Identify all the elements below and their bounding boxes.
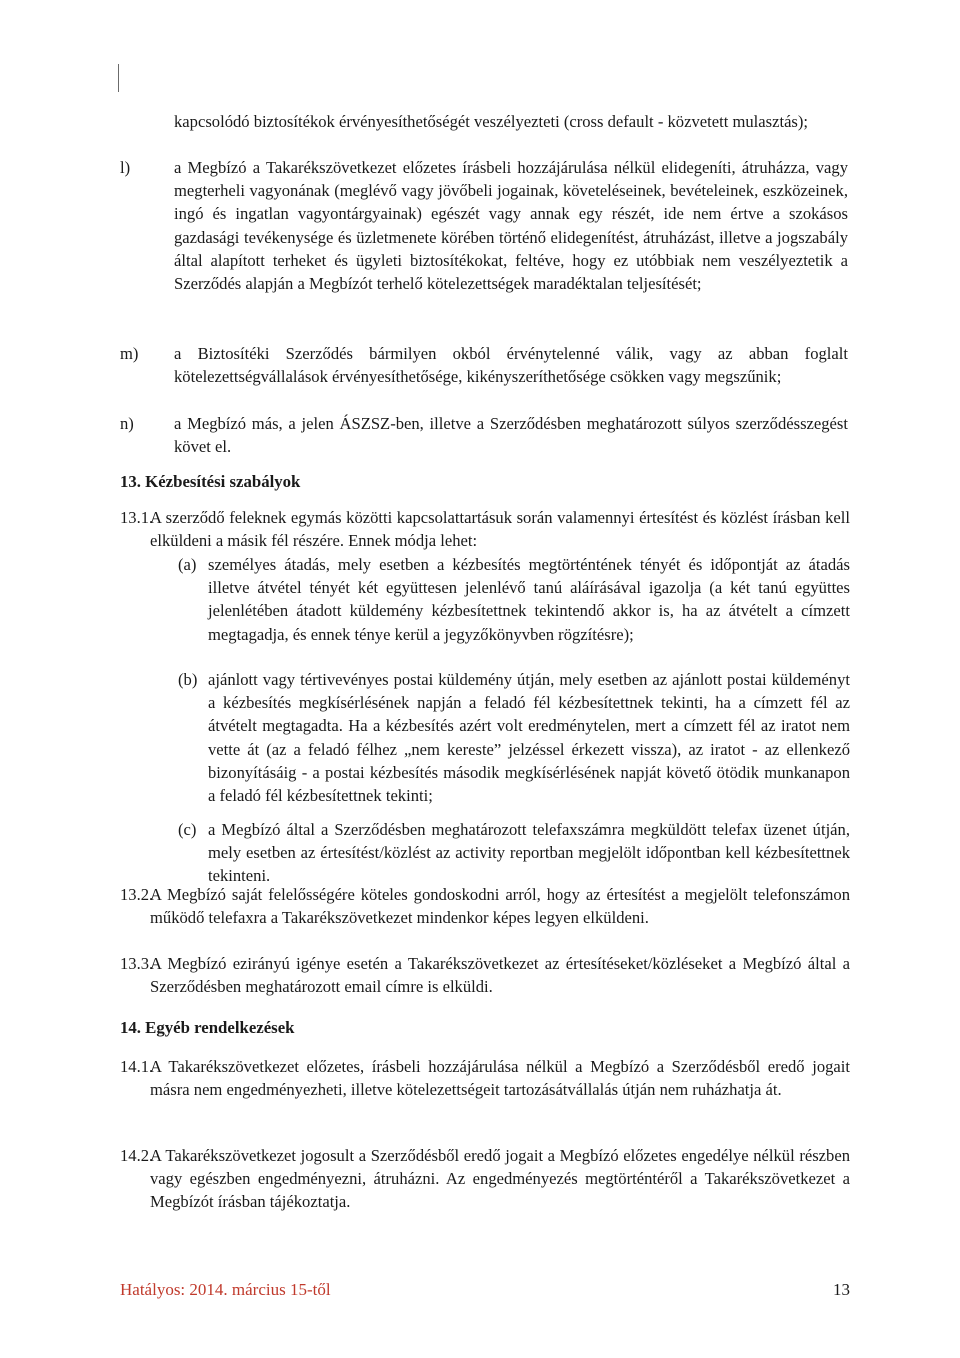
validity-footer: Hatályos: 2014. március 15-től — [120, 1280, 331, 1299]
section-13-heading: 13. Kézbesítési szabályok — [120, 472, 301, 491]
paragraph-text: A Megbízó ezirányú igénye esetén a Takarékszövetkezet az értesítéseket/közléseket a Megbízó által a Szerződésben meghatározott email címre is elküldi. — [150, 954, 850, 997]
sub-item-text: ajánlott vagy tértivevényes postai küldemény útján, mely esetben az ajánlott postai küldeményt a kézbesítés megkísérlésének napján a feladó fél kézbesítettnek tekinti, ha a címzett fél az átvételt megtagadta. Ha a kézbesítés azért volt eredménytelen, mert a címzett fél az iratot nem vette át (az a feladó félhez „nem kereste” jelzéssel érkezett vissza), az iratot - az ellenkező bizonyításáig - a postai kézbesítés második megkísérlésének napját követő ötödik munkanapon a feladó fél kézbesítettnek tekinti; — [208, 670, 850, 806]
paragraph-text: A Takarékszövetkezet jogosult a Szerződésből eredő jogait a Megbízó előzetes engedélye nélkül részben vagy egészben engedményezni, átruházni. Az engedményezés megtörténtéről a Takarékszövetkezet a Megbízót írásban tájékoztatja. — [150, 1146, 850, 1212]
list-marker: l) — [120, 158, 131, 177]
list-item-l — [120, 156, 848, 295]
list-marker: n) — [120, 414, 134, 433]
paragraph-number: 13.3. — [120, 954, 154, 973]
paragraph-13-2 — [120, 883, 850, 929]
paragraph-number: 13.2. — [120, 885, 154, 904]
paragraph-text: A Megbízó saját felelősségére köteles gondoskodni arról, hogy az értesítést a megjelölt telefonszámon működő telefaxra a Takarékszövetkezet mindenkor képes legyen elküldeni. — [150, 885, 850, 928]
paragraph-number: 14.1. — [120, 1057, 154, 1076]
sub-item-marker: (a) — [178, 555, 197, 574]
sub-item-marker: (b) — [178, 670, 198, 689]
list-item-m — [120, 342, 848, 388]
sub-item-text: a Megbízó által a Szerződésben meghatározott telefaxszámra megküldött telefax üzenet útján, mely esetben az értesítést/közlést az activity reportban megjelölt időpontban kell kézbesítettnek tekinteni. — [208, 820, 850, 886]
continuation-paragraph: kapcsolódó biztosítékok érvényesíthetőségét veszélyezteti (cross default - közvetett mulasztás); — [174, 112, 809, 131]
list-item-text: a Biztosítéki Szerződés bármilyen okból érvénytelenné válik, vagy az abban foglalt kötelezettségvállalások érvényesíthetősége, kikényszeríthetősége csökken vagy megszűnik; — [174, 344, 848, 387]
paragraph-14-1 — [120, 1055, 850, 1101]
sub-item-b — [178, 668, 850, 807]
paragraph-text: A Takarékszövetkezet előzetes, írásbeli hozzájárulása nélkül a Megbízó a Szerződésből eredő jogait másra nem engedményezheti, illetve kötelezettségeit tartozásátvállalás útján nem ruházhatja át. — [150, 1057, 850, 1100]
paragraph-14-2 — [120, 1144, 850, 1214]
paragraph-text: A szerződő feleknek egymás közötti kapcsolattartásuk során valamennyi értesítést és közlést írásban kell elküldeni a másik fél részére. Ennek módja lehet: — [150, 508, 850, 551]
paragraph-number: 14.2. — [120, 1146, 154, 1165]
list-marker: m) — [120, 344, 139, 363]
sub-item-marker: (c) — [178, 820, 197, 839]
sub-item-text: személyes átadás, mely esetben a kézbesítés megtörténtének tényét és időpontját az átadás illetve átvétel tényét két együttesen jelenlévő tanú aláírásával igazolja (a két tanú együttes jelenlétében átadott küldemény kézbesítettnek tekintendő akkor is, ha az átvételt a címzett megtagadja, és ennek ténye kerül a jegyzőkönyvben rögzítésre); — [208, 555, 850, 644]
sub-item-c — [178, 818, 850, 888]
scan-artifact-line — [118, 64, 119, 92]
paragraph-13-3 — [120, 952, 850, 998]
page-number: 13 — [833, 1280, 850, 1299]
sub-item-a — [178, 553, 850, 646]
list-item-text: a Megbízó más, a jelen ÁSZSZ-ben, illetve a Szerződésben meghatározott súlyos szerződésszegést követ el. — [174, 414, 848, 457]
paragraph-number: 13.1. — [120, 508, 154, 527]
paragraph-13-1 — [120, 506, 850, 552]
list-item-text: a Megbízó a Takarékszövetkezet előzetes írásbeli hozzájárulása nélkül elidegeníti, átruházza, vagy megterheli vagyonának (meglévő vagy jövőbeli jogainak, követeléseinek, bevételeinek, eszközeinek, ingó és ingatlan vagyontárgyainak) egészét vagy annak egy részét, ide nem értve a szokásos gazdasági tevékenysége és üzletmenete körében történő elidegenítést, átruházást, illetve a jogszabály által alapított terheket és ügyleti biztosítékokat, feltéve, hogy ez utóbbiak nem veszélyeztetik a Szerződés alapján a Megbízót terhelő kötelezettségek maradéktalan teljesítését; — [174, 158, 848, 294]
list-item-n — [120, 412, 848, 458]
section-14-heading: 14. Egyéb rendelkezések — [120, 1018, 295, 1037]
